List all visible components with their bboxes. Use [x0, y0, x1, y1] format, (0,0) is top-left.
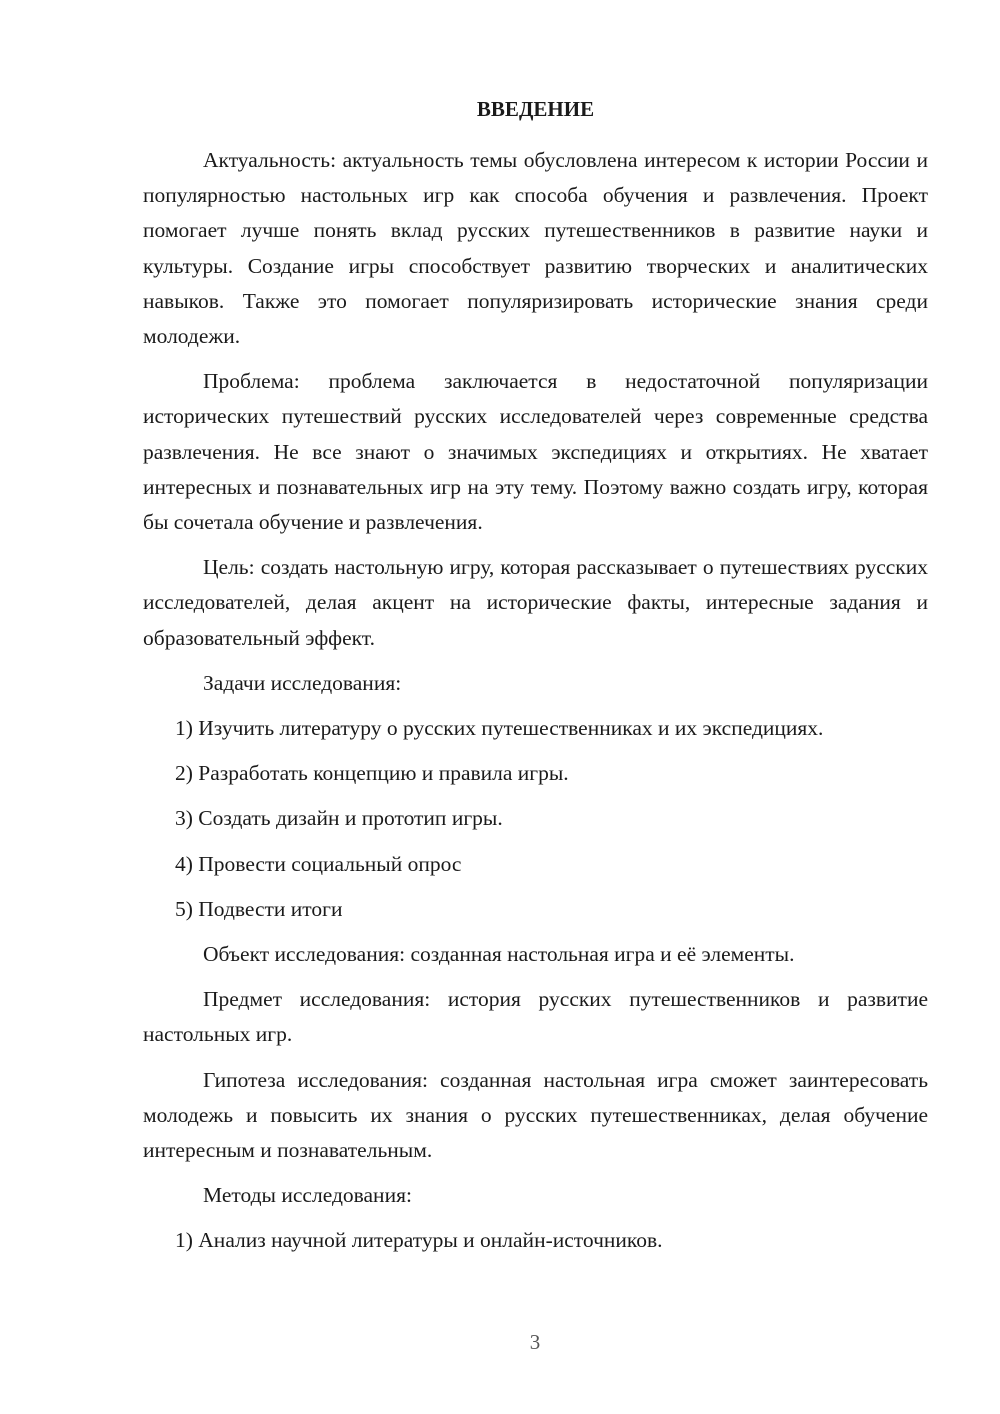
- paragraph-relevance: Актуальность: актуальность темы обусловлена интересом к истории России и популярностью настольных игр как способа обучения и развлечения. Проект помогает лучше понять вклад русских путешественников в развитие науки и культуры. Создание игры способствует развитию творческих и аналитических навыков. Также это помогает популяризировать исторические знания среди молодежи.: [143, 148, 928, 349]
- paragraph-object: Объект исследования: созданная настольная игра и её элементы.: [203, 942, 795, 967]
- task-item: 2) Разработать концепцию и правила игры.: [175, 761, 569, 786]
- methods-title: Методы исследования:: [203, 1183, 412, 1208]
- paragraph-problem: Проблема: проблема заключается в недостаточной популяризации исторических путешествий русских исследователей через современные средства развлечения. Не все знают о значимых экспедициях и открытиях. Не хватает интересных и познавательных игр на эту тему. Поэтому важно создать игру, которая бы сочетала обучение и развлечения.: [143, 369, 928, 535]
- document-page: [143, 92, 928, 1269]
- paragraph-hypothesis: Гипотеза исследования: созданная настольная игра сможет заинтересовать молодежь и повысить их знания о русских путешественниках, делая обучение интересным и познавательным.: [143, 1067, 928, 1163]
- task-item: 4) Провести социальный опрос: [175, 851, 462, 876]
- method-item: 1) Анализ научной литературы и онлайн-источников.: [175, 1228, 663, 1253]
- task-item: 3) Создать дизайн и прототип игры.: [175, 806, 503, 831]
- page-number: 3: [529, 1330, 541, 1354]
- paragraph-subject: Предмет исследования: история русских путешественников и развитие настольных игр.: [143, 987, 928, 1047]
- tasks-title: Задачи исследования:: [203, 670, 402, 695]
- task-item: 1) Изучить литературу о русских путешественниках и их экспедициях.: [175, 716, 824, 741]
- section-heading: ВВЕДЕНИЕ: [476, 97, 595, 121]
- task-item: 5) Подвести итоги: [175, 896, 343, 921]
- paragraph-goal: Цель: создать настольную игру, которая рассказывает о путешествиях русских исследователей, делая акцент на исторические факты, интересные задания и образовательный эффект.: [143, 555, 928, 650]
